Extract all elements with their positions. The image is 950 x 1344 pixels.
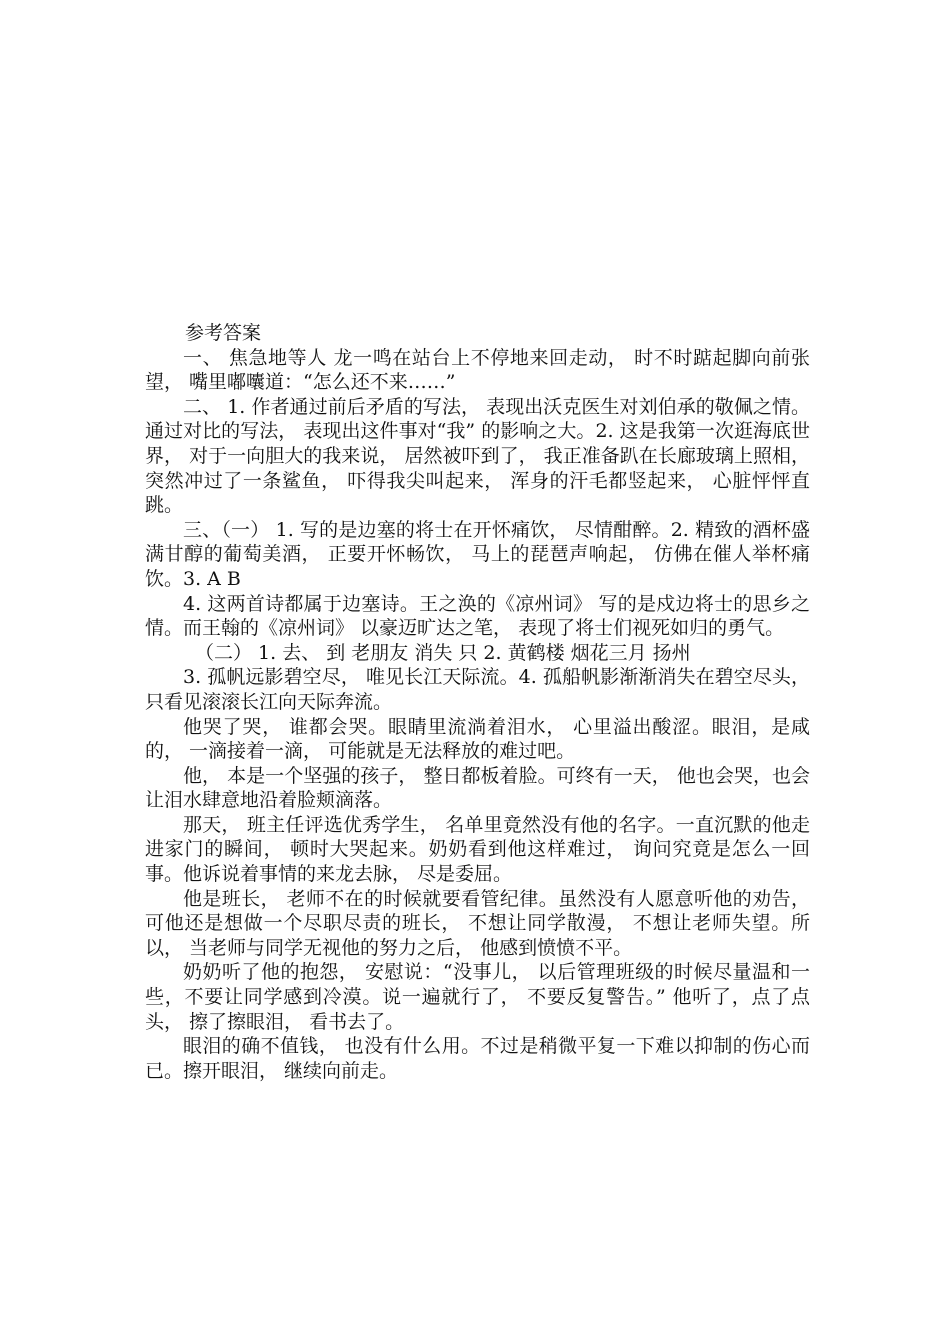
essay-paragraph-6: 眼泪的确不值钱， 也没有什么用。不过是稍微平复一下难以抑制的伤心而已。擦开眼泪， 继续向前走。: [145, 1035, 810, 1082]
answer-paragraph-2: 二、 1. 作者通过前后矛盾的写法， 表现出沃克医生对刘伯承的敬佩之情。通过对比的写法， 表现出这件事对“我” 的影响之大。2. 这是我第一次逛海底世界， 对于一向胆大的我来说， 居然被吓到了， 我正准备趴在长廊玻璃上照相，突然冲过了一条鲨鱼， 吓得我尖叫起来， 浑身的汗毛都竖起来， 心脏怦怦直跳。: [145, 395, 810, 517]
essay-paragraph-3: 那天， 班主任评选优秀学生， 名单里竟然没有他的名字。一直沉默的他走进家门的瞬间， 顿时大哭起来。奶奶看到他这样难过， 询问究竟是怎么一回事。他诉说着事情的来龙去脉， 尽是委屈。: [145, 813, 810, 886]
answer-paragraph-3: 三、（一） 1. 写的是边塞的将士在开怀痛饮， 尽情酣醉。2. 精致的酒杯盛满甘醇的葡萄美酒， 正要开怀畅饮， 马上的琵琶声响起， 仿佛在催人举杯痛饮。3. A B: [145, 518, 810, 590]
essay-paragraph-2: 他， 本是一个坚强的孩子， 整日都板着脸。可终有一天， 他也会哭，也会让泪水肆意地沿着脸颊滴落。: [145, 764, 810, 812]
essay-paragraph-1: 他哭了哭， 谁都会哭。眼睛里流淌着泪水， 心里溢出酸涩。眼泪，是咸的， 一滴接着一滴， 可能就是无法释放的难过吧。: [145, 715, 810, 763]
answer-paragraph-4: 4. 这两首诗都属于边塞诗。王之涣的《凉州词》 写的是戍边将士的思乡之情。而王翰的《凉州词》 以豪迈旷达之笔， 表现了将士们视死如归的勇气。: [145, 592, 810, 640]
answer-paragraph-1: 一、 焦急地等人 龙一鸣在站台上不停地来回走动， 时不时踮起脚向前张望， 嘴里嘟囔道：“怎么还不来……”: [145, 346, 810, 394]
answer-paragraph-6: 3. 孤帆远影碧空尽， 唯见长江天际流。4. 孤船帆影渐渐消失在碧空尽头， 只看见滚滚长江向天际奔流。: [145, 666, 810, 713]
answer-text-block: [145, 321, 810, 1083]
essay-paragraph-4: 他是班长， 老师不在的时候就要看管纪律。虽然没有人愿意听他的劝告， 可他还是想做一个尽职尽责的班长， 不想让同学散漫， 不想让老师失望。所以， 当老师与同学无视他的努力之后， 他感到愤愤不平。: [145, 887, 810, 959]
answer-paragraph-5: （二） 1. 去、 到 老朋友 消失 只 2. 黄鹤楼 烟花三月 扬州: [195, 641, 691, 664]
essay-paragraph-5: 奶奶听了他的抱怨， 安慰说：“没事儿， 以后管理班级的时候尽量温和一些，不要让同学感到冷漠。说一遍就行了， 不要反复警告。” 他听了，点了点头， 擦了擦眼泪， 看书去了。: [145, 961, 810, 1033]
answer-heading: 参考答案: [185, 322, 262, 344]
